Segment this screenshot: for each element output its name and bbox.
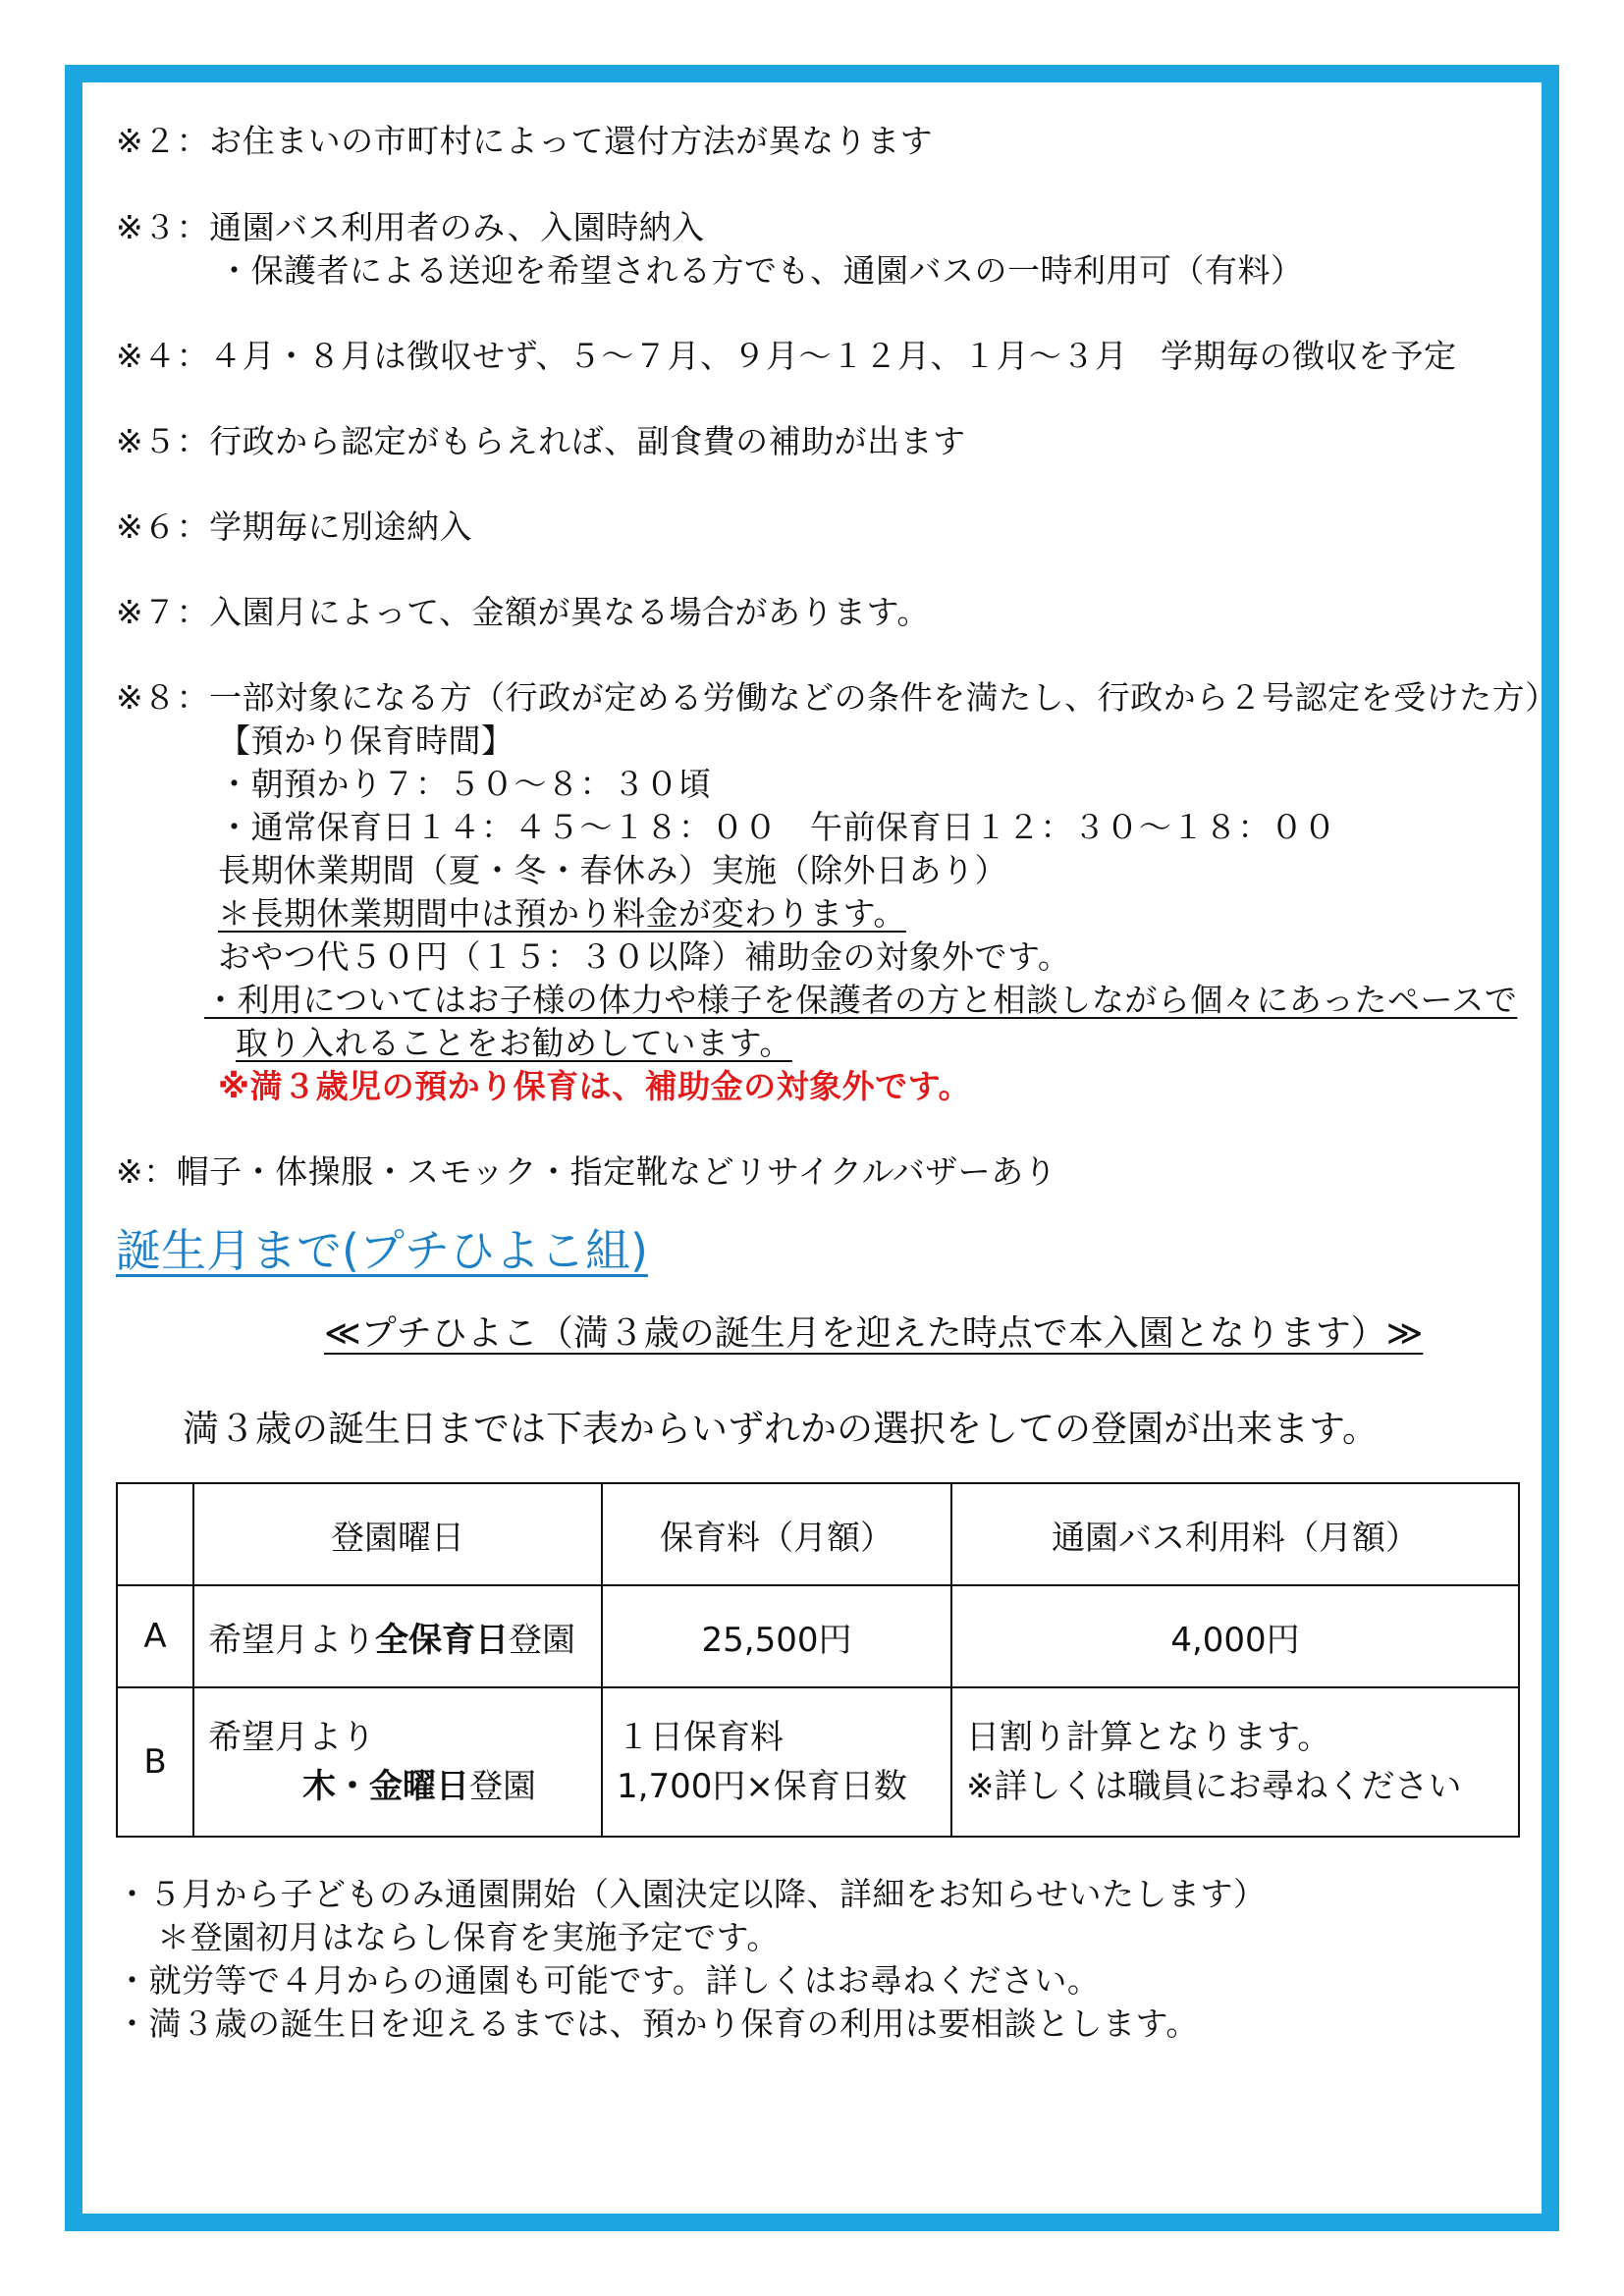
note-8-morning: ・朝預かり７：５０～８：３０頃: [218, 765, 712, 803]
header-bus: 通園バス利用料（月額）: [951, 1483, 1519, 1585]
row-days-line1: 希望月より: [208, 1718, 375, 1757]
row-days-bold: 全保育日: [375, 1620, 509, 1660]
row-code: A: [117, 1585, 193, 1687]
table-row: [117, 1687, 1519, 1837]
row-fee: [602, 1687, 951, 1837]
row-bus-line1: 日割り計算となります。: [966, 1718, 1331, 1757]
row-bus-line2: ※詳しくは職員にお尋ねください: [966, 1767, 1462, 1806]
bullet-2: ・就労等で４月からの通園も可能です。詳しくはお尋ねください。: [116, 1961, 1101, 2000]
header-code: [117, 1483, 193, 1585]
note-2: ※２：お住まいの市町村によって還付方法が異なります: [116, 122, 934, 160]
row-fee-line1: １日保育料: [617, 1718, 784, 1757]
row-days-line2: [208, 1762, 600, 1811]
bullet-1: ・５月から子どものみ通園開始（入園決定以降、詳細をお知らせいたします）: [116, 1875, 1267, 1913]
table-row: [117, 1585, 1519, 1687]
fee-table: [116, 1482, 1520, 1838]
note-3: ※３：通園バス利用者のみ、入園時納入: [116, 208, 705, 246]
row-days-bold: 木・金曜日: [302, 1767, 469, 1806]
note-8-holiday: 長期休業期間（夏・冬・春休み）実施（除外日あり）: [218, 851, 1007, 889]
note-8-warning: ※満３歳児の預かり保育は、補助金の対象外です。: [218, 1067, 971, 1105]
table-header-row: [117, 1483, 1519, 1585]
note-8-snack: おやつ代５０円（１５：３０以降）補助金の対象外です。: [218, 937, 1071, 976]
row-days-prefix: 希望月より: [208, 1620, 375, 1660]
note-7: ※７：入園月によって、金額が異なる場合があります。: [116, 593, 930, 631]
note-4: ※４：４月・８月は徴収せず、５～７月、９月～１２月、１月～３月 学期毎の徴収を予定: [116, 337, 1457, 375]
section-subheading: ≪プチひよこ（満３歳の誕生月を迎えた時点で本入園となります）≫: [324, 1313, 1424, 1354]
row-days: [193, 1585, 602, 1687]
note-8-afternoon: ・通常保育日１４：４５～１８：００ 午前保育日１２：３０～１８：００: [218, 808, 1336, 846]
row-days-suffix: 登園: [509, 1620, 575, 1660]
row-fee: 25,500円: [602, 1585, 951, 1687]
note-3-sub: ・保護者による送迎を希望される方でも、通園バスの一時利用可（有料）: [218, 251, 1304, 290]
note-8: ※８：一部対象になる方（行政が定める労働などの条件を満たし、行政から２号認定を受けた方）: [116, 678, 1558, 717]
row-bus: [951, 1687, 1519, 1837]
section-heading: 誕生月まで(プチひよこ組): [116, 1224, 648, 1277]
note-8-usage: ・利用についてはお子様の体力や様子を保護者の方と相談しながら個々にあったペースで: [204, 981, 1518, 1019]
row-bus: 4,000円: [951, 1585, 1519, 1687]
section-intro: 満３歳の誕生日までは下表からいずれかの選択をしての登園が出来ます。: [183, 1408, 1380, 1450]
note-6: ※６：学期毎に別途納入: [116, 507, 473, 546]
bullet-3: ・満３歳の誕生日を迎えるまでは、預かり保育の利用は要相談とします。: [116, 2004, 1199, 2043]
note-8-holiday-fee: ＊長期休業期間中は預かり料金が変わります。: [218, 894, 906, 933]
bullet-1-sub: ＊登園初月はならし保育を実施予定です。: [157, 1918, 780, 1956]
note-8-usage-cont: 取り入れることをお勧めしています。: [236, 1024, 792, 1062]
header-days: 登園曜日: [193, 1483, 602, 1585]
row-fee-line2: 1,700円×保育日数: [617, 1767, 907, 1806]
note-5: ※５：行政から認定がもらえれば、副食費の補助が出ます: [116, 422, 966, 460]
row-code: B: [117, 1687, 193, 1837]
note-recycle: ※：帽子・体操服・スモック・指定靴などリサイクルバザーあり: [116, 1152, 1057, 1191]
header-fee: 保育料（月額）: [602, 1483, 951, 1585]
row-days-suffix: 登園: [469, 1767, 536, 1806]
row-days: [193, 1687, 602, 1837]
note-8-hours-title: 【預かり保育時間】: [218, 721, 514, 760]
